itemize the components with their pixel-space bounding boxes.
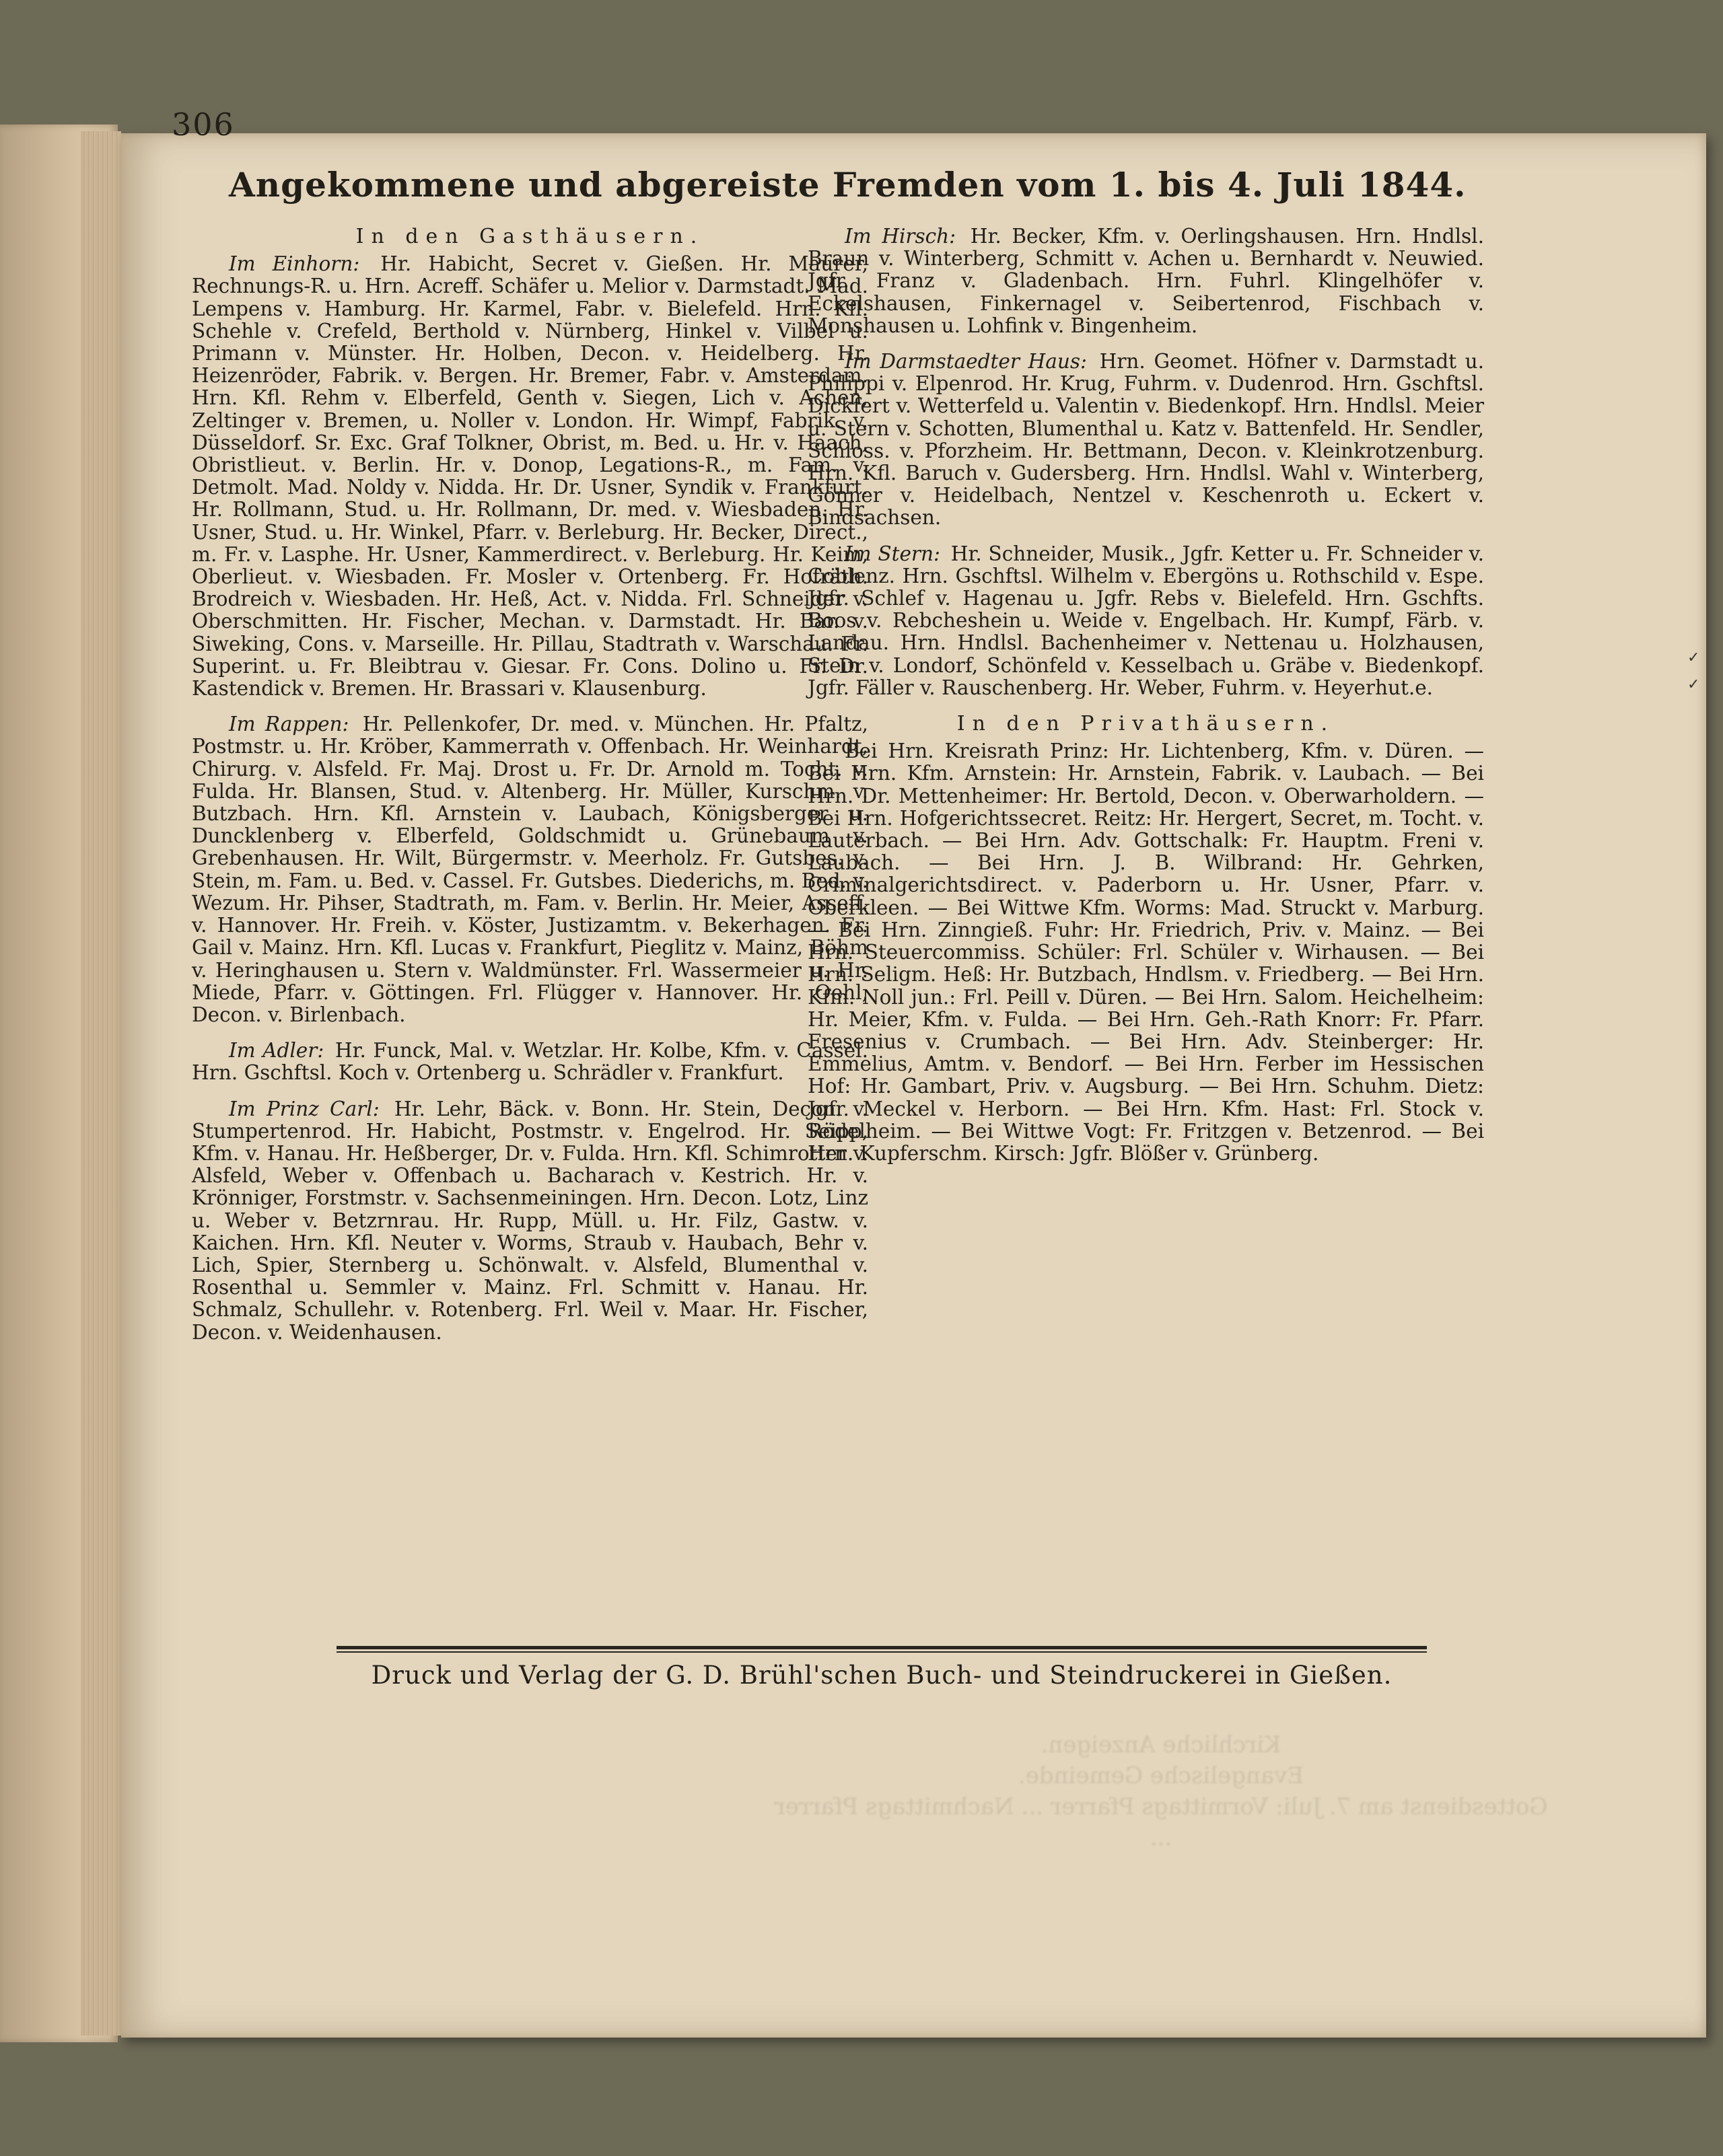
hotel-guests: Hr. Funck, Mal. v. Wetzlar. Hr. Kolbe, Kfm. v. Cassel. Hrn. Gschftsl. Koch v. Ortenberg u. Schrädler v. Frankfurt. <box>192 1039 868 1085</box>
footer-rule-heavy <box>337 1646 1427 1649</box>
hotel-guests: Hr. Habicht, Secret v. Gießen. Hr. Maurer, Rechnungs-R. u. Hrn. Acreff. Schäfer u. Melior v. Darmstadt. Mad. Lempens v. Hamburg. Hr. Karmel, Fabr. v. Bielefeld. Hrn. Kfl. Schehle v. Crefeld, Berthold v. Nürnberg, Hinkel v. Vilbel u. Primann v. Münster. Hr. Holben, Decon. v. Heidelberg. Hr. Heizenröder, Fabrik. v. Bergen. Hr. Bremer, Fabr. v. Amsterdam. Hrn. Kfl. Rehm v. Elberfeld, Genth v. Siegen, Lich v. Achen, Zeltinger v. Bremen, u. Noller v. London. Hr. Wimpf, Fabrik. v. Düsseldorf. Sr. Exc. Graf Tolkner, Obrist, m. Bed. u. Hr. v. Haach, Obristlieut. v. Berlin. Hr. v. Donop, Legations-R., m. Fam. v. Detmolt. Mad. Noldy v. Nidda. Hr. Dr. Usner, Syndik v. Frankfurt. Hr. Rollmann, Stud. u. Hr. Rollmann, Dr. med. v. Wiesbaden. Hr. Usner, Stud. u. Hr. Winkel, Pfarr. v. Berleburg. Hr. Becker, Direct., m. Fr. v. Lasphe. Hr. Usner, Kammerdirect. v. Berleburg. Hr. Keim, Oberlieut. v. Wiesbaden. Fr. Mosler v. Ortenberg. Fr. Hofräth. Brodreich v. Wiesbaden. Hr. Heß, Act. v. Nidda. Frl. Schneider v. Oberschmitten. Hr. Fischer, Mechan. v. Darmstadt. Hr. Bar. v. Siweking, Cons. v. Marseille. Hr. Pillau, Stadtrath v. Warschau. Fr. Superint. u. Fr. Bleibtrau v. Giesar. Fr. Cons. Dolino u. Fr. Dr. Kastendick v. Bremen. Hr. Brassari v. Klausenburg. <box>192 252 868 700</box>
hotel-entry-adler <box>192 1040 868 1084</box>
hotel-name: Im Rappen: <box>229 713 349 736</box>
private-houses-text: Bei Hrn. Kreisrath Prinz: Hr. Lichtenberg, Kfm. v. Düren. — Bei Hrn. Kfm. Arnstein: Hr. Arnstein, Fabrik. v. Laubach. — Bei Hrn. Dr. Mettenheimer: Hr. Bertold, Decon. v. Oberwarholdern. — Bei Hrn. Hofgerichtssecret. Reitz: Hr. Hergert, Secret, m. Tocht. v. Lauterbach. — Bei Hrn. Adv. Gottschalk: Fr. Hauptm. Freni v. Laubach. — Bei Hrn. J. B. Wilbrand: Hr. Gehrken, Criminalgerichtsdirect. v. Paderborn u. Hr. Usner, Pfarr. v. Oberkleen. — Bei Wittwe Kfm. Worms: Mad. Struckt v. Marburg. — Bei Hrn. Zinngieß. Fuhr: Hr. Friedrich, Priv. v. Mainz. — Bei Hrn. Steuercommiss. Schüler: Frl. Schüler v. Wirhausen. — Bei Hrn. Seligm. Heß: Hr. Butzbach, Hndlsm. v. Friedberg. — Bei Hrn. Kfm. Noll jun.: Frl. Peill v. Düren. — Bei Hrn. Salom. Heichelheim: Hr. Meier, Kfm. v. Fulda. — Bei Hrn. Geh.-Rath Knorr: Fr. Pfarr. Fresenius v. Crumbach. — Bei Hrn. Adv. Steinberger: Hr. Emmelius, Amtm. v. Bendorf. — Bei Hrn. Ferber im Hessischen Hof: Hr. Gambart, Priv. v. Augsburg. — Bei Hrn. Schuhm. Dietz: Jgfr. Meckel v. Herborn. — Bei Hrn. Kfm. Hast: Frl. Stock v. Rödelheim. — Bei Wittwe Vogt: Fr. Fritzgen v. Betzenrod. — Bei Hrn. Kupferschm. Kirsch: Jgfr. Blößer v. Grünberg. <box>808 740 1484 1165</box>
hotel-entry-einhorn <box>192 253 868 700</box>
hotel-entry-prinz-carl <box>192 1098 868 1344</box>
margin-marks: ✓ ✓ <box>1687 649 1700 693</box>
hotel-name: Im Darmstaedter Haus: <box>845 350 1087 373</box>
left-column <box>192 225 868 1357</box>
hotel-guests: Hrn. Geomet. Höfner v. Darmstadt u. Philippi v. Elpenrod. Hr. Krug, Fuhrm. v. Dudenrod. Hrn. Gschftsl. Dickfert v. Wetterfeld u. Valentin v. Biedenkopf. Hrn. Hndlsl. Meier u. Stern v. Schotten, Blumenthal u. Katz v. Battenfeld. Hr. Sendler, Schloss. v. Pforzheim. Hr. Bettmann, Decon. v. Kleinkrotzenburg. Hrn. Kfl. Baruch v. Gudersberg. Hrn. Hndlsl. Wahl v. Winterberg, Gönner v. Heidelbach, Nentzel v. Keschenroth u. Eckert v. Bindsachsen. <box>808 350 1484 530</box>
page-title: Angekommene und abgereiste Fremden vom 1. bis 4. Juli 1844. <box>229 165 1467 205</box>
hotel-entry-darmstaedter-haus <box>808 351 1484 530</box>
hotel-entry-rappen <box>192 713 868 1026</box>
private-houses-entry <box>808 740 1484 1165</box>
hotel-guests: Hr. Becker, Kfm. v. Oerlingshausen. Hrn. Hndlsl. Braun v. Winterberg, Schmitt v. Achen u. Bernhardt v. Neuwied. Jgfr. Franz v. Gladenbach. Hrn. Fuhrl. Klingelhöfer v. Eckelshausen, Finkernagel v. Seibertenrod, Fischbach v. Monshausen u. Lohfink v. Bingenheim. <box>808 225 1484 337</box>
section-heading-gasthaeuser: In den Gasthäusern. <box>355 225 705 248</box>
hotel-name: Im Stern: <box>845 542 940 565</box>
section-heading-privathaeuser: In den Privathäusern. <box>956 712 1335 736</box>
hotel-guests: Hr. Pellenkofer, Dr. med. v. München. Hr. Pfaltz, Postmstr. u. Hr. Kröber, Kammerrath v. Offenbach. Hr. Weinhardt, Chirurg. v. Alsfeld. Fr. Maj. Drost u. Fr. Dr. Arnold m. Tocht. v. Fulda. Hr. Blansen, Stud. v. Altenberg. Hr. Müller, Kurschm. v. Butzbach. Hrn. Kfl. Arnstein v. Laubach, Königsberger u. Duncklenberg v. Elberfeld, Goldschmidt u. Grünebaum v. Grebenhausen. Hr. Wilt, Bürgermstr. v. Meerholz. Fr. Gutsbes. v. Stein, m. Fam. u. Bed. v. Cassel. Fr. Gutsbes. Diederichs, m. Bed. v. Wezum. Hr. Pihser, Stadtrath, m. Fam. v. Berlin. Hr. Meier, Asseff. v. Hannover. Hr. Freih. v. Köster, Justizamtm. v. Bekerhagen. Fr. Gail v. Mainz. Hrn. Kfl. Lucas v. Frankfurt, Pieglitz v. Mainz, Böhm v. Heringhausen u. Stern v. Waldmünster. Frl. Wassermeier u. Hr. Miede, Pfarr. v. Göttingen. Frl. Flügger v. Hannover. Hr. Oehl, Decon. v. Birlenbach. <box>192 713 868 1026</box>
show-through-text: Kirchliche Anzeigen. Evangelische Gemeinde. Gottesdienst am 7. Juli: Vormittags Pfarrer ... Nachmittags Pfarrer ... <box>774 1731 1548 1851</box>
hotel-guests: Hr. Lehr, Bäck. v. Bonn. Hr. Stein, Decon. v. Stumpertenrod. Hr. Habicht, Postmstr. v. Engelrod. Hr. Seipp, Kfm. v. Hanau. Hr. Heßberger, Dr. v. Fulda. Hrn. Kfl. Schimrotter v. Alsfeld, Weber v. Offenbach u. Bacharach v. Kestrich. Hr. v. Krönniger, Forstmstr. v. Sachsenmeiningen. Hrn. Decon. Lotz, Linz u. Weber v. Betzrnrau. Hr. Rupp, Müll. u. Hr. Filz, Gastw. v. Kaichen. Hrn. Kfl. Neuter v. Worms, Straub v. Haubach, Behr v. Lich, Spier, Sternberg u. Schönwalt. v. Alsfeld, Blumenthal v. Rosenthal u. Semmler v. Mainz. Frl. Schmitt v. Hanau. Hr. Schmalz, Schullehr. v. Rotenberg. Frl. Weil v. Maar. Hr. Fischer, Decon. v. Weidenhausen. <box>192 1097 868 1344</box>
hotel-name: Im Adler: <box>229 1039 324 1063</box>
hotel-entry-hirsch <box>808 225 1484 337</box>
hotel-guests: Hr. Schneider, Musik., Jgfr. Ketter u. Fr. Schneider v. Coblenz. Hrn. Gschftsl. Wilhelm v. Ebergöns u. Rothschild v. Espe. Jgfr. Schlef v. Hagenau u. Jgfr. Rebs v. Bielefeld. Hrn. Gschfts. Boos v. Rebcheshein u. Weide v. Engelbach. Hr. Kumpf, Färb. v. Landau. Hrn. Hndlsl. Bachenheimer v. Nettenau u. Holzhausen, Stein v. Londorf, Schönfeld v. Kesselbach u. Gräbe v. Biedenkopf. Jgfr. Fäller v. Rauschenberg. Hr. Weber, Fuhrm. v. Heyerhut.e. <box>808 542 1484 699</box>
printer-imprint: Druck und Verlag der G. D. Brühl'schen Buch- und Steindruckerei in Gießen. <box>371 1661 1393 1690</box>
footer-rule-light <box>337 1651 1427 1653</box>
right-column <box>808 225 1484 1178</box>
hotel-name: Im Hirsch: <box>845 225 956 248</box>
hotel-entry-stern <box>808 543 1484 699</box>
page-number: 306 <box>172 106 235 143</box>
hotel-name: Im Prinz Carl: <box>229 1097 380 1120</box>
hotel-name: Im Einhorn: <box>229 252 360 276</box>
page-stack-lines <box>81 131 121 2036</box>
